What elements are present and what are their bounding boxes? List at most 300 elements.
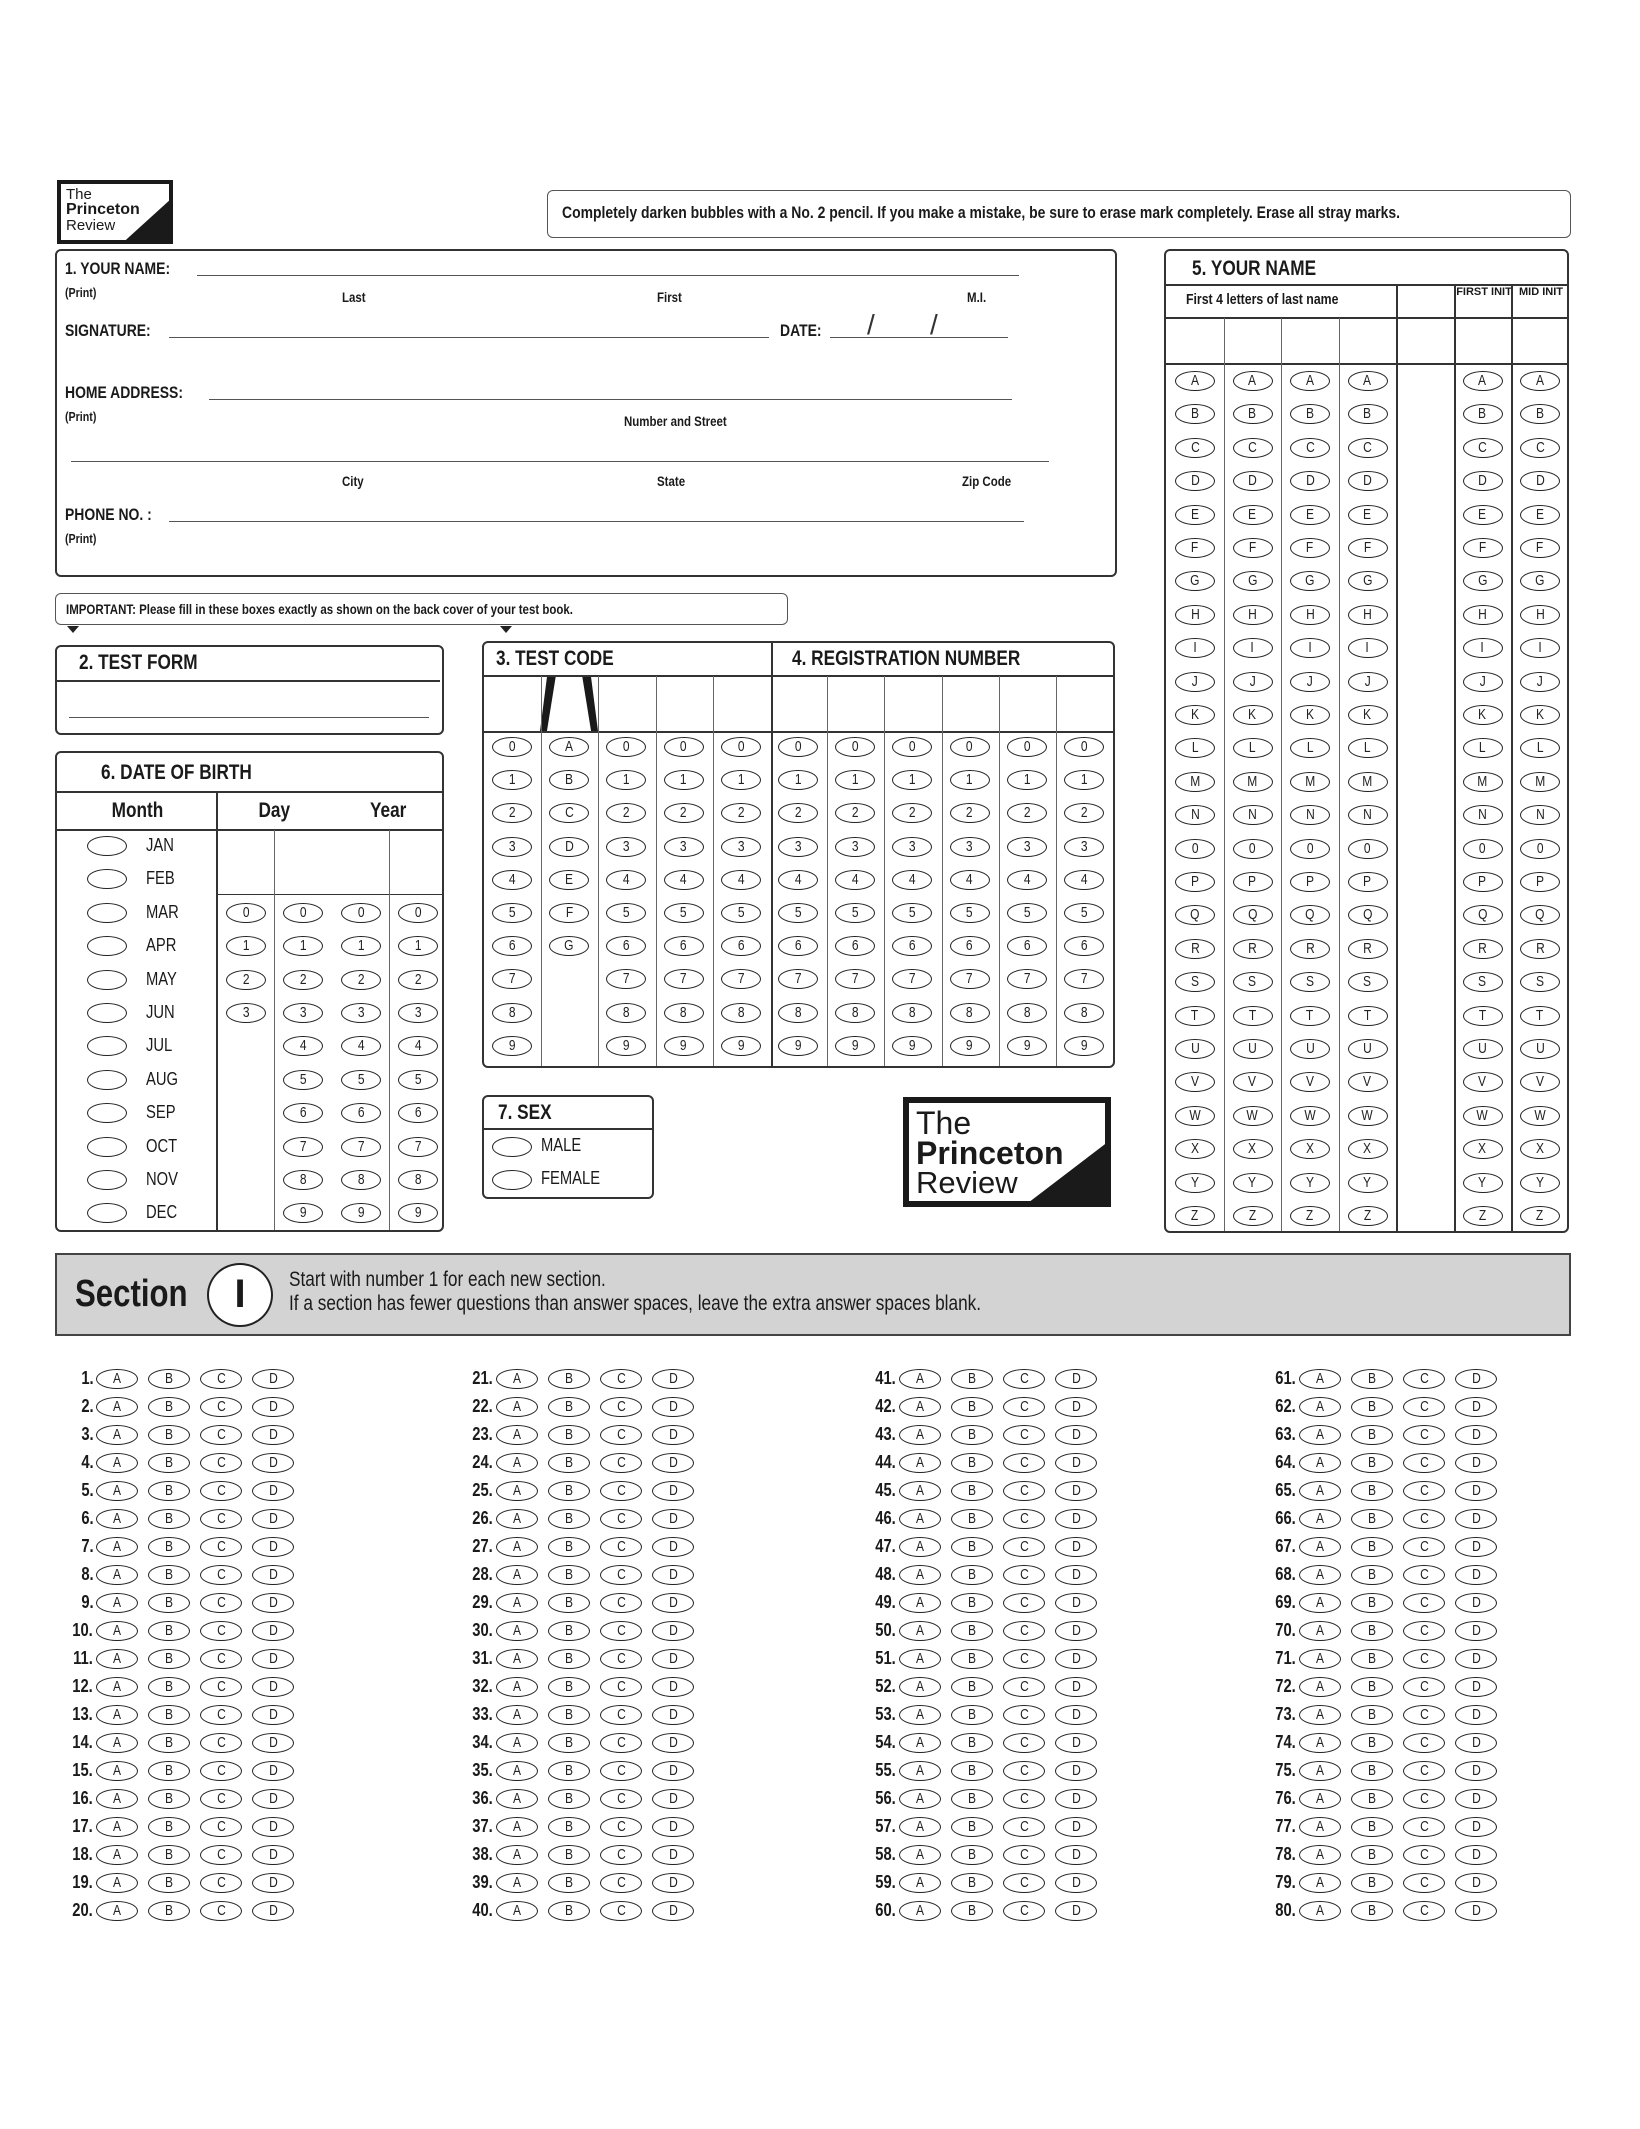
question-6-choice-A[interactable] (96, 1509, 138, 1529)
question-73-choice-C[interactable] (1403, 1705, 1445, 1725)
question-31-choice-B[interactable] (548, 1649, 590, 1669)
question-43-choice-B[interactable] (951, 1425, 993, 1445)
question-18-choice-C[interactable] (200, 1845, 242, 1865)
year-digit2-bubble-2[interactable] (398, 970, 438, 990)
last-name-letter2-bubble-Y[interactable] (1233, 1173, 1273, 1193)
registration-bubble-col2-4[interactable] (835, 870, 875, 890)
question-52-choice-D[interactable] (1055, 1677, 1097, 1697)
question-39-choice-A[interactable] (496, 1873, 538, 1893)
question-32-choice-A[interactable] (496, 1677, 538, 1697)
day-digit2-bubble-0[interactable] (283, 903, 323, 923)
question-54-choice-C[interactable] (1003, 1733, 1045, 1753)
question-12-choice-D[interactable] (252, 1677, 294, 1697)
question-32-choice-D[interactable] (652, 1677, 694, 1697)
day-digit2-bubble-4[interactable] (283, 1036, 323, 1056)
question-19-choice-B[interactable] (148, 1873, 190, 1893)
year-digit1-bubble-1[interactable] (341, 936, 381, 956)
month-bubble-APR[interactable] (87, 936, 127, 956)
question-58-choice-A[interactable] (899, 1845, 941, 1865)
question-74-choice-C[interactable] (1403, 1733, 1445, 1753)
question-6-choice-D[interactable] (252, 1509, 294, 1529)
middle-initial-bubble-Q[interactable] (1520, 905, 1560, 925)
year-digit2-bubble-4[interactable] (398, 1036, 438, 1056)
last-name-letter1-bubble-V[interactable] (1175, 1072, 1215, 1092)
question-48-choice-C[interactable] (1003, 1565, 1045, 1585)
question-42-choice-B[interactable] (951, 1397, 993, 1417)
question-44-choice-C[interactable] (1003, 1453, 1045, 1473)
question-34-choice-D[interactable] (652, 1733, 694, 1753)
question-24-choice-A[interactable] (496, 1453, 538, 1473)
question-61-choice-A[interactable] (1299, 1369, 1341, 1389)
question-50-choice-A[interactable] (899, 1621, 941, 1641)
year-digit2-bubble-6[interactable] (398, 1103, 438, 1123)
last-name-letter3-bubble-O[interactable] (1290, 839, 1330, 859)
question-33-choice-B[interactable] (548, 1705, 590, 1725)
question-21-choice-D[interactable] (652, 1369, 694, 1389)
first-initial-bubble-R[interactable] (1463, 939, 1503, 959)
question-34-choice-C[interactable] (600, 1733, 642, 1753)
question-53-choice-C[interactable] (1003, 1705, 1045, 1725)
day-digit1-bubble-2[interactable] (226, 970, 266, 990)
question-29-choice-D[interactable] (652, 1593, 694, 1613)
question-67-choice-B[interactable] (1351, 1537, 1393, 1557)
question-30-choice-A[interactable] (496, 1621, 538, 1641)
last-name-letter3-bubble-T[interactable] (1290, 1006, 1330, 1026)
registration-bubble-col5-0[interactable] (1007, 737, 1047, 757)
question-62-choice-D[interactable] (1455, 1397, 1497, 1417)
question-23-choice-B[interactable] (548, 1425, 590, 1445)
day-digit2-bubble-6[interactable] (283, 1103, 323, 1123)
question-9-choice-C[interactable] (200, 1593, 242, 1613)
registration-bubble-col4-9[interactable] (950, 1036, 990, 1056)
year-digit1-bubble-6[interactable] (341, 1103, 381, 1123)
question-43-choice-C[interactable] (1003, 1425, 1045, 1445)
question-51-choice-D[interactable] (1055, 1649, 1097, 1669)
month-bubble-MAR[interactable] (87, 903, 127, 923)
last-name-letter3-bubble-M[interactable] (1290, 772, 1330, 792)
test-code-bubble-col4-1[interactable] (664, 770, 704, 790)
last-name-letter3-bubble-A[interactable] (1290, 371, 1330, 391)
question-16-choice-D[interactable] (252, 1789, 294, 1809)
year-digit2-bubble-8[interactable] (398, 1170, 438, 1190)
last-name-letter2-bubble-S[interactable] (1233, 972, 1273, 992)
question-42-choice-D[interactable] (1055, 1397, 1097, 1417)
question-48-choice-B[interactable] (951, 1565, 993, 1585)
question-31-choice-D[interactable] (652, 1649, 694, 1669)
question-47-choice-D[interactable] (1055, 1537, 1097, 1557)
question-61-choice-B[interactable] (1351, 1369, 1393, 1389)
question-27-choice-A[interactable] (496, 1537, 538, 1557)
question-66-choice-C[interactable] (1403, 1509, 1445, 1529)
first-initial-bubble-J[interactable] (1463, 672, 1503, 692)
middle-initial-bubble-C[interactable] (1520, 438, 1560, 458)
question-13-choice-D[interactable] (252, 1705, 294, 1725)
question-41-choice-C[interactable] (1003, 1369, 1045, 1389)
question-63-choice-B[interactable] (1351, 1425, 1393, 1445)
question-72-choice-A[interactable] (1299, 1677, 1341, 1697)
middle-initial-bubble-O[interactable] (1520, 839, 1560, 859)
last-name-letter3-bubble-W[interactable] (1290, 1106, 1330, 1126)
question-29-choice-B[interactable] (548, 1593, 590, 1613)
first-initial-bubble-D[interactable] (1463, 471, 1503, 491)
test-code-bubble-col5-6[interactable] (721, 936, 761, 956)
last-name-letter3-bubble-L[interactable] (1290, 738, 1330, 758)
question-10-choice-C[interactable] (200, 1621, 242, 1641)
question-5-choice-D[interactable] (252, 1481, 294, 1501)
question-23-choice-A[interactable] (496, 1425, 538, 1445)
first-initial-bubble-Z[interactable] (1463, 1206, 1503, 1226)
registration-bubble-col6-9[interactable] (1064, 1036, 1104, 1056)
question-68-choice-C[interactable] (1403, 1565, 1445, 1585)
question-46-choice-D[interactable] (1055, 1509, 1097, 1529)
question-9-choice-B[interactable] (148, 1593, 190, 1613)
test-code-bubble-col3-7[interactable] (606, 969, 646, 989)
last-name-letter4-bubble-S[interactable] (1348, 972, 1388, 992)
question-54-choice-A[interactable] (899, 1733, 941, 1753)
question-64-choice-C[interactable] (1403, 1453, 1445, 1473)
first-initial-bubble-V[interactable] (1463, 1072, 1503, 1092)
registration-bubble-col6-0[interactable] (1064, 737, 1104, 757)
question-65-choice-B[interactable] (1351, 1481, 1393, 1501)
question-15-choice-D[interactable] (252, 1761, 294, 1781)
question-63-choice-A[interactable] (1299, 1425, 1341, 1445)
question-59-choice-B[interactable] (951, 1873, 993, 1893)
question-19-choice-A[interactable] (96, 1873, 138, 1893)
signature-input-line[interactable] (169, 337, 769, 338)
year-digit1-bubble-9[interactable] (341, 1203, 381, 1223)
question-67-choice-A[interactable] (1299, 1537, 1341, 1557)
registration-bubble-col3-2[interactable] (892, 803, 932, 823)
day-digit2-bubble-8[interactable] (283, 1170, 323, 1190)
test-code-bubble-col3-0[interactable] (606, 737, 646, 757)
registration-bubble-col5-1[interactable] (1007, 770, 1047, 790)
registration-bubble-col3-6[interactable] (892, 936, 932, 956)
test-code-bubble-col1-9[interactable] (492, 1036, 532, 1056)
middle-initial-bubble-H[interactable] (1520, 605, 1560, 625)
question-49-choice-C[interactable] (1003, 1593, 1045, 1613)
question-68-choice-B[interactable] (1351, 1565, 1393, 1585)
question-15-choice-A[interactable] (96, 1761, 138, 1781)
test-code-bubble-D[interactable] (549, 837, 589, 857)
test-code-bubble-col4-5[interactable] (664, 903, 704, 923)
middle-initial-bubble-W[interactable] (1520, 1106, 1560, 1126)
registration-bubble-col6-4[interactable] (1064, 870, 1104, 890)
question-47-choice-B[interactable] (951, 1537, 993, 1557)
question-27-choice-B[interactable] (548, 1537, 590, 1557)
question-11-choice-A[interactable] (96, 1649, 138, 1669)
last-name-letter4-bubble-C[interactable] (1348, 438, 1388, 458)
test-code-bubble-col1-7[interactable] (492, 969, 532, 989)
registration-bubble-col6-6[interactable] (1064, 936, 1104, 956)
question-25-choice-D[interactable] (652, 1481, 694, 1501)
month-bubble-OCT[interactable] (87, 1137, 127, 1157)
last-name-letter4-bubble-H[interactable] (1348, 605, 1388, 625)
year-digit1-bubble-2[interactable] (341, 970, 381, 990)
test-code-bubble-col5-7[interactable] (721, 969, 761, 989)
year-digit1-bubble-3[interactable] (341, 1003, 381, 1023)
question-40-choice-A[interactable] (496, 1901, 538, 1921)
last-name-letter1-bubble-K[interactable] (1175, 705, 1215, 725)
question-5-choice-B[interactable] (148, 1481, 190, 1501)
last-name-letter1-bubble-Q[interactable] (1175, 905, 1215, 925)
question-16-choice-A[interactable] (96, 1789, 138, 1809)
question-20-choice-D[interactable] (252, 1901, 294, 1921)
question-42-choice-C[interactable] (1003, 1397, 1045, 1417)
question-38-choice-C[interactable] (600, 1845, 642, 1865)
last-name-letter1-bubble-G[interactable] (1175, 571, 1215, 591)
registration-bubble-col5-5[interactable] (1007, 903, 1047, 923)
sex-bubble-male[interactable] (492, 1137, 532, 1157)
first-initial-bubble-L[interactable] (1463, 738, 1503, 758)
question-53-choice-A[interactable] (899, 1705, 941, 1725)
question-78-choice-C[interactable] (1403, 1845, 1445, 1865)
registration-bubble-col3-7[interactable] (892, 969, 932, 989)
last-name-letter3-bubble-P[interactable] (1290, 872, 1330, 892)
test-code-bubble-col3-5[interactable] (606, 903, 646, 923)
last-name-letter1-bubble-Z[interactable] (1175, 1206, 1215, 1226)
question-68-choice-D[interactable] (1455, 1565, 1497, 1585)
registration-bubble-col2-3[interactable] (835, 837, 875, 857)
address-city-input-line[interactable] (71, 461, 1049, 462)
last-name-letter4-bubble-L[interactable] (1348, 738, 1388, 758)
question-13-choice-B[interactable] (148, 1705, 190, 1725)
last-name-letter1-bubble-I[interactable] (1175, 638, 1215, 658)
question-56-choice-B[interactable] (951, 1789, 993, 1809)
question-31-choice-C[interactable] (600, 1649, 642, 1669)
first-initial-bubble-S[interactable] (1463, 972, 1503, 992)
question-7-choice-A[interactable] (96, 1537, 138, 1557)
question-70-choice-B[interactable] (1351, 1621, 1393, 1641)
question-70-choice-D[interactable] (1455, 1621, 1497, 1641)
question-38-choice-B[interactable] (548, 1845, 590, 1865)
last-name-letter3-bubble-N[interactable] (1290, 805, 1330, 825)
last-name-letter4-bubble-M[interactable] (1348, 772, 1388, 792)
registration-bubble-col2-5[interactable] (835, 903, 875, 923)
last-name-letter2-bubble-Z[interactable] (1233, 1206, 1273, 1226)
first-initial-bubble-N[interactable] (1463, 805, 1503, 825)
question-22-choice-C[interactable] (600, 1397, 642, 1417)
question-8-choice-A[interactable] (96, 1565, 138, 1585)
registration-bubble-col6-7[interactable] (1064, 969, 1104, 989)
question-12-choice-B[interactable] (148, 1677, 190, 1697)
last-name-letter1-bubble-T[interactable] (1175, 1006, 1215, 1026)
registration-bubble-col2-1[interactable] (835, 770, 875, 790)
question-10-choice-B[interactable] (148, 1621, 190, 1641)
test-code-bubble-A[interactable] (549, 737, 589, 757)
last-name-letter3-bubble-B[interactable] (1290, 404, 1330, 424)
last-name-letter3-bubble-J[interactable] (1290, 672, 1330, 692)
registration-bubble-col3-3[interactable] (892, 837, 932, 857)
test-code-bubble-col1-5[interactable] (492, 903, 532, 923)
question-41-choice-B[interactable] (951, 1369, 993, 1389)
question-67-choice-C[interactable] (1403, 1537, 1445, 1557)
last-name-letter2-bubble-T[interactable] (1233, 1006, 1273, 1026)
last-name-letter4-bubble-K[interactable] (1348, 705, 1388, 725)
question-2-choice-B[interactable] (148, 1397, 190, 1417)
first-initial-bubble-A[interactable] (1463, 371, 1503, 391)
first-initial-bubble-E[interactable] (1463, 505, 1503, 525)
middle-initial-bubble-P[interactable] (1520, 872, 1560, 892)
test-code-bubble-B[interactable] (549, 770, 589, 790)
last-name-letter3-bubble-E[interactable] (1290, 505, 1330, 525)
question-75-choice-C[interactable] (1403, 1761, 1445, 1781)
month-bubble-DEC[interactable] (87, 1203, 127, 1223)
middle-initial-bubble-L[interactable] (1520, 738, 1560, 758)
question-59-choice-A[interactable] (899, 1873, 941, 1893)
test-code-bubble-col4-8[interactable] (664, 1003, 704, 1023)
middle-initial-bubble-N[interactable] (1520, 805, 1560, 825)
registration-bubble-col5-6[interactable] (1007, 936, 1047, 956)
question-18-choice-B[interactable] (148, 1845, 190, 1865)
question-80-choice-D[interactable] (1455, 1901, 1497, 1921)
question-69-choice-C[interactable] (1403, 1593, 1445, 1613)
name-input-line[interactable] (197, 275, 1019, 276)
question-46-choice-C[interactable] (1003, 1509, 1045, 1529)
question-45-choice-B[interactable] (951, 1481, 993, 1501)
question-4-choice-C[interactable] (200, 1453, 242, 1473)
question-79-choice-B[interactable] (1351, 1873, 1393, 1893)
question-75-choice-B[interactable] (1351, 1761, 1393, 1781)
question-79-choice-A[interactable] (1299, 1873, 1341, 1893)
last-name-letter4-bubble-T[interactable] (1348, 1006, 1388, 1026)
last-name-letter1-bubble-O[interactable] (1175, 839, 1215, 859)
question-1-choice-C[interactable] (200, 1369, 242, 1389)
test-form-input-line[interactable] (69, 717, 429, 718)
registration-bubble-col5-3[interactable] (1007, 837, 1047, 857)
question-3-choice-B[interactable] (148, 1425, 190, 1445)
registration-bubble-col5-9[interactable] (1007, 1036, 1047, 1056)
day-digit1-bubble-3[interactable] (226, 1003, 266, 1023)
first-initial-bubble-K[interactable] (1463, 705, 1503, 725)
question-34-choice-A[interactable] (496, 1733, 538, 1753)
day-digit2-bubble-2[interactable] (283, 970, 323, 990)
question-77-choice-D[interactable] (1455, 1817, 1497, 1837)
question-57-choice-C[interactable] (1003, 1817, 1045, 1837)
last-name-letter3-bubble-S[interactable] (1290, 972, 1330, 992)
question-4-choice-A[interactable] (96, 1453, 138, 1473)
last-name-letter1-bubble-N[interactable] (1175, 805, 1215, 825)
question-17-choice-D[interactable] (252, 1817, 294, 1837)
first-initial-bubble-U[interactable] (1463, 1039, 1503, 1059)
question-51-choice-A[interactable] (899, 1649, 941, 1669)
last-name-letter1-bubble-W[interactable] (1175, 1106, 1215, 1126)
question-64-choice-A[interactable] (1299, 1453, 1341, 1473)
test-code-bubble-G[interactable] (549, 936, 589, 956)
question-47-choice-C[interactable] (1003, 1537, 1045, 1557)
question-46-choice-B[interactable] (951, 1509, 993, 1529)
first-initial-bubble-W[interactable] (1463, 1106, 1503, 1126)
question-55-choice-A[interactable] (899, 1761, 941, 1781)
registration-bubble-col1-3[interactable] (778, 837, 818, 857)
question-27-choice-D[interactable] (652, 1537, 694, 1557)
last-name-letter4-bubble-J[interactable] (1348, 672, 1388, 692)
question-54-choice-B[interactable] (951, 1733, 993, 1753)
middle-initial-bubble-E[interactable] (1520, 505, 1560, 525)
question-9-choice-A[interactable] (96, 1593, 138, 1613)
question-66-choice-A[interactable] (1299, 1509, 1341, 1529)
question-5-choice-A[interactable] (96, 1481, 138, 1501)
question-53-choice-B[interactable] (951, 1705, 993, 1725)
question-17-choice-B[interactable] (148, 1817, 190, 1837)
test-code-bubble-col3-2[interactable] (606, 803, 646, 823)
question-72-choice-D[interactable] (1455, 1677, 1497, 1697)
question-69-choice-D[interactable] (1455, 1593, 1497, 1613)
question-11-choice-D[interactable] (252, 1649, 294, 1669)
question-71-choice-C[interactable] (1403, 1649, 1445, 1669)
last-name-letter3-bubble-U[interactable] (1290, 1039, 1330, 1059)
question-56-choice-D[interactable] (1055, 1789, 1097, 1809)
year-digit1-bubble-0[interactable] (341, 903, 381, 923)
question-14-choice-C[interactable] (200, 1733, 242, 1753)
question-18-choice-D[interactable] (252, 1845, 294, 1865)
question-63-choice-D[interactable] (1455, 1425, 1497, 1445)
registration-bubble-col6-1[interactable] (1064, 770, 1104, 790)
first-initial-bubble-T[interactable] (1463, 1006, 1503, 1026)
question-52-choice-B[interactable] (951, 1677, 993, 1697)
question-50-choice-B[interactable] (951, 1621, 993, 1641)
first-initial-bubble-F[interactable] (1463, 538, 1503, 558)
last-name-letter1-bubble-Y[interactable] (1175, 1173, 1215, 1193)
last-name-letter2-bubble-H[interactable] (1233, 605, 1273, 625)
test-code-bubble-col4-4[interactable] (664, 870, 704, 890)
test-code-bubble-col3-1[interactable] (606, 770, 646, 790)
test-code-bubble-col5-4[interactable] (721, 870, 761, 890)
last-name-letter2-bubble-C[interactable] (1233, 438, 1273, 458)
first-initial-bubble-I[interactable] (1463, 638, 1503, 658)
last-name-letter3-bubble-D[interactable] (1290, 471, 1330, 491)
question-26-choice-C[interactable] (600, 1509, 642, 1529)
question-33-choice-D[interactable] (652, 1705, 694, 1725)
question-5-choice-C[interactable] (200, 1481, 242, 1501)
month-bubble-MAY[interactable] (87, 970, 127, 990)
question-42-choice-A[interactable] (899, 1397, 941, 1417)
question-14-choice-D[interactable] (252, 1733, 294, 1753)
last-name-letter4-bubble-X[interactable] (1348, 1139, 1388, 1159)
question-77-choice-A[interactable] (1299, 1817, 1341, 1837)
last-name-letter4-bubble-A[interactable] (1348, 371, 1388, 391)
question-8-choice-D[interactable] (252, 1565, 294, 1585)
last-name-letter1-bubble-R[interactable] (1175, 939, 1215, 959)
question-15-choice-C[interactable] (200, 1761, 242, 1781)
registration-bubble-col2-2[interactable] (835, 803, 875, 823)
question-36-choice-B[interactable] (548, 1789, 590, 1809)
question-21-choice-B[interactable] (548, 1369, 590, 1389)
last-name-letter1-bubble-A[interactable] (1175, 371, 1215, 391)
question-51-choice-B[interactable] (951, 1649, 993, 1669)
registration-bubble-col3-9[interactable] (892, 1036, 932, 1056)
phone-input-line[interactable] (169, 521, 1024, 522)
registration-bubble-col1-7[interactable] (778, 969, 818, 989)
year-digit2-bubble-9[interactable] (398, 1203, 438, 1223)
question-37-choice-A[interactable] (496, 1817, 538, 1837)
year-digit2-bubble-1[interactable] (398, 936, 438, 956)
question-24-choice-B[interactable] (548, 1453, 590, 1473)
question-79-choice-D[interactable] (1455, 1873, 1497, 1893)
question-74-choice-B[interactable] (1351, 1733, 1393, 1753)
day-digit2-bubble-9[interactable] (283, 1203, 323, 1223)
test-code-bubble-col3-4[interactable] (606, 870, 646, 890)
question-28-choice-A[interactable] (496, 1565, 538, 1585)
last-name-letter1-bubble-J[interactable] (1175, 672, 1215, 692)
question-19-choice-D[interactable] (252, 1873, 294, 1893)
last-name-letter1-bubble-U[interactable] (1175, 1039, 1215, 1059)
question-3-choice-C[interactable] (200, 1425, 242, 1445)
last-name-letter4-bubble-R[interactable] (1348, 939, 1388, 959)
question-51-choice-C[interactable] (1003, 1649, 1045, 1669)
question-28-choice-D[interactable] (652, 1565, 694, 1585)
middle-initial-bubble-J[interactable] (1520, 672, 1560, 692)
question-70-choice-C[interactable] (1403, 1621, 1445, 1641)
